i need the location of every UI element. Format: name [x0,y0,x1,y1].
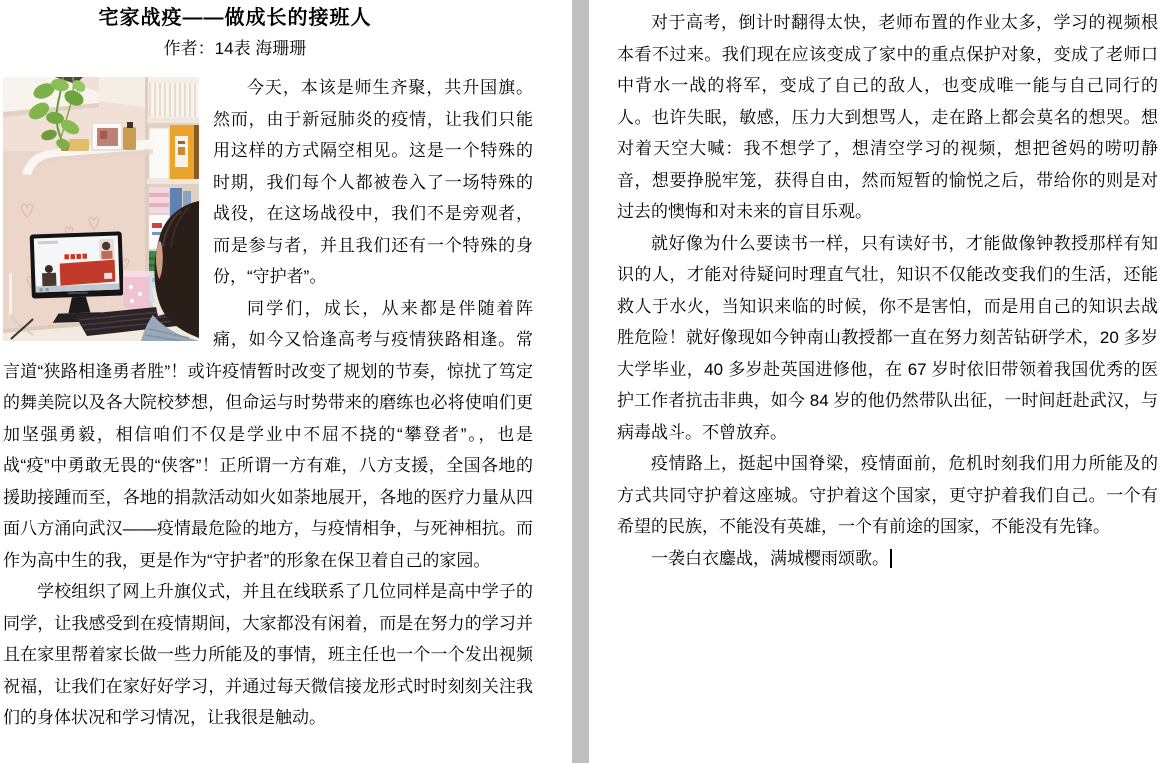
page-right [589,0,1160,763]
document-title[interactable]: 宅家战疫——做成长的接班人 [98,7,372,29]
photo-illustration [3,77,199,341]
paragraph[interactable]: 疫情路上，挺起中国脊梁，疫情面前，危机时刻我们用力所能及的方式共同守护着这座城。守护着这个国家，更守护着我们自己。一个有希望的民族，不能没有英雄，一个有前途的国家，不能没有先锋。 [617,454,1158,536]
left-page-body [3,72,533,734]
page-gap-divider [572,0,589,763]
paragraph-last[interactable] [617,543,1158,575]
paragraph[interactable]: 同学们，成长，从来都是伴随着阵痛，如今又恰逢高考与疫情狭路相逢。常言道“狭路相逢勇者胜”！或许疫情暂时改变了规划的节奏，惊扰了笃定的舞美院以及各大院校梦想，但命运与时势带来的磨练也必将使咱们更加坚强勇毅，相信咱们不仅是学业中不屈不挠的“攀登者”。，也是战“疫”中勇敢无畏的“侠客”！正所谓一方有难，八方支援，全国各地的援助接踵而至，各地的捐款活动如火如荼地展开，各地的医疗力量从四面八方涌向武汉——疫情最危险的地方，与疫情相争，与死神相抗。而作为高中生的我，更是作为“守护者”的形象在保卫着自己的家园。 [3,298,533,570]
last-line-text: 一袭白衣鏖战，满城樱雨颂歌。 [651,548,889,568]
author-line[interactable]: 作者：14表 海珊珊 [163,39,307,58]
page-left [0,0,572,763]
paragraph[interactable]: 学校组织了网上升旗仪式，并且在线联系了几位同样是高中学子的同学，让我感受到在疫情期间，大家都没有闲着，而是在努力的学习并且在家里帮着家长做一些力所能及的事情，班主任也一个一个发出视频祝福，让我们在家好好学习，并通过每天微信接龙形式时时刻刻关注我们的身体状况和学习情况，让我很是触动。 [3,582,533,727]
text-cursor [890,549,892,568]
paragraph[interactable]: 就好像为什么要读书一样，只有读好书，才能做像钟教授那样有知识的人，才能对待疑问时理直气壮，知识不仅能改变我们的生活，还能救人于水火，当知识来临的时候，你不是害怕，而是用自己的知识去战胜危险！就好像现如今钟南山教授都一直在努力刻苦钻研学术，20 多岁大学毕业，40 多岁赴英国进修他，在 67 岁时依旧带领着我国优秀的医护工作者抗击非典，如今 84 岁的他仍然带队出征，一时间赶赴武汉，与病毒战斗。不曾放弃。 [617,233,1158,442]
paragraph[interactable]: 对于高考，倒计时翻得太快，老师布置的作业太多，学习的视频根本看不过来。我们现在应该变成了家中的重点保护对象，变成了老师口中背水一战的将军，变成了自己的敌人，也变成唯一能与自己同行的人。也许失眠，敏感，压力大到想骂人，走在路上都会莫名的想哭。想对着天空大喊：我不想学了，想清空学习的视频，想把爸妈的唠叨静音，想要挣脱牢笼，获得自由，然而短暂的愉悦之后，带给你的则是对过去的懊悔和对未来的盲目乐观。 [617,13,1158,221]
document-photo[interactable] [3,77,199,341]
paragraph[interactable]: 今天，本该是师生齐聚，共升国旗。然而，由于新冠肺炎的疫情，让我们只能用这样的方式隔空相见。这是一个特殊的时期，我们每个人都被卷入了一场特殊的战役，在这场战役中，我们不是旁观者，而是参与者，并且我们还有一个特殊的身份，“守护者”。 [213,78,533,286]
